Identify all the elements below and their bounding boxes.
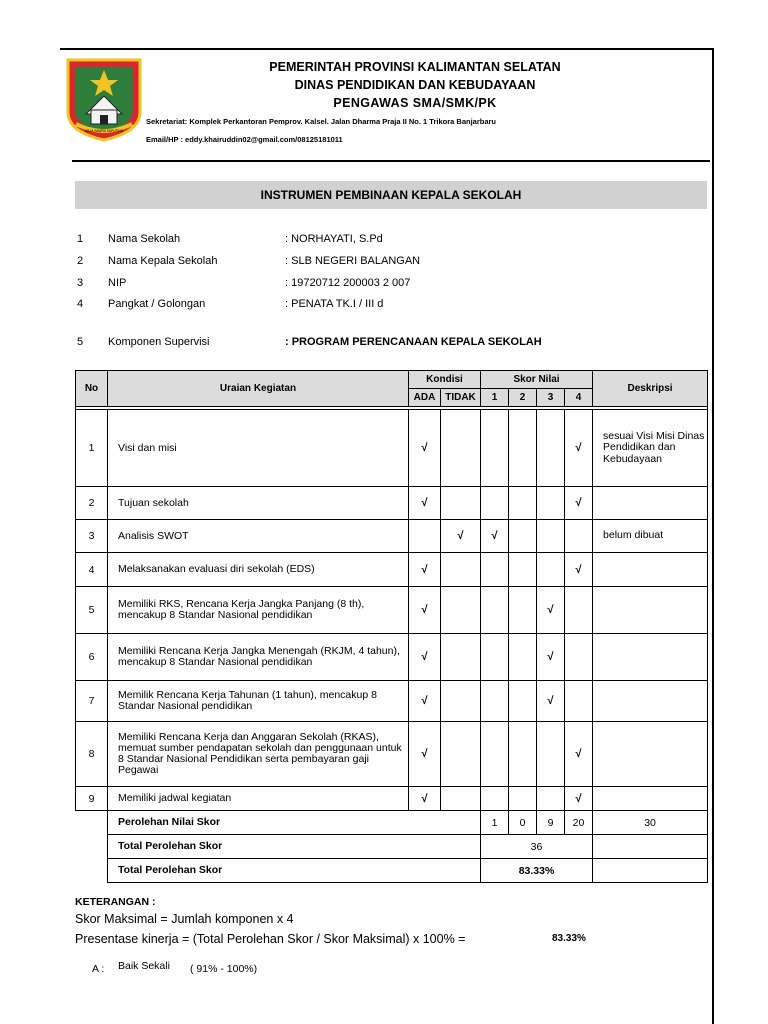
- info-value: : SLB NEGERI BALANGAN: [285, 255, 421, 267]
- row-deskripsi: [593, 787, 708, 811]
- row-score-4: [565, 681, 593, 722]
- keterangan-line-1: Skor Maksimal = Jumlah komponen x 4: [75, 912, 294, 926]
- info-label: Nama Kepala Sekolah: [108, 255, 218, 267]
- row-deskripsi: [593, 681, 708, 722]
- row-score-2: [509, 410, 537, 487]
- col-header-kondisi: Kondisi: [409, 371, 481, 389]
- row-ada: √: [409, 410, 441, 487]
- perolehan-label: Perolehan Nilai Skor: [108, 811, 481, 835]
- row-deskripsi: belum dibuat: [593, 520, 708, 553]
- row-ada: √: [409, 787, 441, 811]
- row-deskripsi: sesuai Visi Misi Dinas Pendidikan dan Kebudayaan: [593, 410, 708, 487]
- total-perolehan-label: Total Perolehan Skor: [108, 835, 481, 859]
- row-tidak: [441, 487, 481, 520]
- row-score-3: √: [537, 634, 565, 681]
- row-ada: √: [409, 553, 441, 587]
- perolehan-total: 30: [593, 811, 708, 835]
- row-score-1: [481, 410, 509, 487]
- row-no: 1: [76, 410, 108, 487]
- row-tidak: [441, 553, 481, 587]
- keterangan-heading: KETERANGAN :: [75, 896, 156, 908]
- col-header-score-1: 1: [481, 389, 509, 407]
- row-uraian: Memilik Rencana Kerja Tahunan (1 tahun), mencakup 8 Standar Nasional pendidikan: [108, 681, 409, 722]
- row-score-3: [537, 722, 565, 787]
- col-header-skor: Skor Nilai: [481, 371, 593, 389]
- row-score-2: [509, 520, 537, 553]
- row-no: 2: [76, 487, 108, 520]
- header-line-3: PENGAWAS SMA/SMK/PK: [333, 96, 497, 110]
- row-score-2: [509, 587, 537, 634]
- page-border-right: [712, 48, 714, 1024]
- perolehan-score-3: 9: [537, 811, 565, 835]
- row-score-3: [537, 410, 565, 487]
- supervision-table: [75, 370, 708, 883]
- header-line-1: PEMERINTAH PROVINSI KALIMANTAN SELATAN: [269, 60, 561, 74]
- grade-label: Baik Sekali: [118, 960, 170, 972]
- keterangan-percent-value: 83.33%: [552, 933, 586, 944]
- row-uraian: Memiliki Rencana Kerja Jangka Menengah (RKJM, 4 tahun), mencakup 8 Standar Nasional pendidikan: [108, 634, 409, 681]
- col-header-deskripsi: Deskripsi: [593, 371, 708, 407]
- row-score-1: √: [481, 520, 509, 553]
- grade-range: ( 91% - 100%): [190, 963, 258, 975]
- keterangan-line-2: Presentase kinerja = (Total Perolehan Skor / Skor Maksimal) x 100% =: [75, 932, 466, 946]
- row-tidak: [441, 722, 481, 787]
- row-uraian: Memiliki RKS, Rencana Kerja Jangka Panjang (8 th), mencakup 8 Standar Nasional pendidikan: [108, 587, 409, 634]
- provincial-crest-icon: [66, 58, 142, 142]
- perolehan-score-2: 0: [509, 811, 537, 835]
- grade-letter: A :: [92, 963, 105, 975]
- table-row: [76, 787, 708, 811]
- col-header-uraian: Uraian Kegiatan: [108, 371, 409, 407]
- table-row: [76, 587, 708, 634]
- row-score-4: √: [565, 722, 593, 787]
- row-score-3: [537, 553, 565, 587]
- row-score-1: [481, 553, 509, 587]
- col-header-no: No: [76, 371, 108, 407]
- row-score-4: [565, 520, 593, 553]
- row-score-3: [537, 520, 565, 553]
- total-persen-value: 83.33%: [481, 859, 593, 883]
- secretariat-address: Sekretariat: Komplek Perkantoran Pemprov. Kalsel. Jalan Dharma Praja II No. 1 Trikora Banjarbaru: [146, 117, 496, 126]
- row-score-1: [481, 634, 509, 681]
- header-line-2: DINAS PENDIDIKAN DAN KEBUDAYAAN: [294, 78, 536, 92]
- row-score-2: [509, 681, 537, 722]
- row-deskripsi: [593, 587, 708, 634]
- row-uraian: Melaksanakan evaluasi diri sekolah (EDS): [108, 553, 409, 587]
- row-no: 6: [76, 634, 108, 681]
- info-value: : PENATA TK.I / III d: [285, 298, 384, 310]
- summary-row-perolehan: [76, 811, 708, 835]
- blank-cell: [76, 835, 108, 859]
- row-score-3: [537, 487, 565, 520]
- row-score-1: [481, 787, 509, 811]
- total-persen-label: Total Perolehan Skor: [108, 859, 481, 883]
- document-title: INSTRUMEN PEMBINAAN KEPALA SEKOLAH: [75, 181, 707, 209]
- info-label: Nama Sekolah: [108, 233, 181, 245]
- row-no: 9: [76, 787, 108, 811]
- row-score-3: √: [537, 587, 565, 634]
- info-label: Komponen Supervisi: [108, 336, 210, 348]
- col-header-ada: ADA: [409, 389, 441, 407]
- page-border-top: [60, 48, 714, 50]
- info-label: NIP: [108, 277, 127, 289]
- col-header-score-4: 4: [565, 389, 593, 407]
- row-tidak: √: [441, 520, 481, 553]
- summary-row-percent: [76, 859, 708, 883]
- row-score-4: √: [565, 487, 593, 520]
- row-ada: √: [409, 587, 441, 634]
- row-deskripsi: [593, 553, 708, 587]
- row-uraian: Visi dan misi: [108, 410, 409, 487]
- row-no: 4: [76, 553, 108, 587]
- row-ada: [409, 520, 441, 553]
- table-row: [76, 520, 708, 553]
- row-score-1: [481, 722, 509, 787]
- blank-cell: [593, 835, 708, 859]
- info-value: : PROGRAM PERENCANAAN KEPALA SEKOLAH: [285, 336, 542, 348]
- row-uraian: Memiliki jadwal kegiatan: [108, 787, 409, 811]
- perolehan-score-4: 20: [565, 811, 593, 835]
- info-value: : NORHAYATI, S.Pd: [285, 233, 383, 245]
- row-uraian: Memiliki Rencana Kerja dan Anggaran Sekolah (RKAS), memuat sumber pendapatan sekolah dan penggunaan untuk 8 Standar Nasional Pendidikan serta pembayaran gaji Pegawai: [108, 722, 409, 787]
- row-ada: √: [409, 722, 441, 787]
- row-score-3: √: [537, 681, 565, 722]
- header-divider: [72, 160, 710, 162]
- row-score-1: [481, 487, 509, 520]
- row-no: 3: [76, 520, 108, 553]
- total-perolehan-value: 36: [481, 835, 593, 859]
- table-row: [76, 681, 708, 722]
- row-uraian: Tujuan sekolah: [108, 487, 409, 520]
- row-ada: √: [409, 634, 441, 681]
- contact-email: Email/HP : eddy.khairuddin02@gmail.com/08125181011: [146, 135, 343, 144]
- info-no: 1: [77, 233, 84, 245]
- table-row: [76, 722, 708, 787]
- row-no: 8: [76, 722, 108, 787]
- blank-cell: [593, 859, 708, 883]
- row-score-2: [509, 487, 537, 520]
- row-score-1: [481, 681, 509, 722]
- row-score-4: [565, 634, 593, 681]
- row-deskripsi: [593, 487, 708, 520]
- row-ada: √: [409, 487, 441, 520]
- row-score-4: [565, 587, 593, 634]
- table-row: [76, 634, 708, 681]
- row-score-1: [481, 587, 509, 634]
- row-no: 7: [76, 681, 108, 722]
- row-score-3: [537, 787, 565, 811]
- table-row: [76, 553, 708, 587]
- row-score-2: [509, 634, 537, 681]
- info-value: : 19720712 200003 2 007: [285, 277, 411, 289]
- crest-motto: WAJA SAMPAI KAPUTING: [84, 129, 124, 133]
- blank-cell: [76, 811, 108, 835]
- blank-cell: [76, 859, 108, 883]
- col-header-score-3: 3: [537, 389, 565, 407]
- row-uraian: Analisis SWOT: [108, 520, 409, 553]
- col-header-tidak: TIDAK: [441, 389, 481, 407]
- row-tidak: [441, 787, 481, 811]
- row-deskripsi: [593, 722, 708, 787]
- table-row: [76, 410, 708, 487]
- row-tidak: [441, 634, 481, 681]
- col-header-score-2: 2: [509, 389, 537, 407]
- row-score-4: √: [565, 553, 593, 587]
- row-tidak: [441, 410, 481, 487]
- row-ada: √: [409, 681, 441, 722]
- row-score-4: √: [565, 787, 593, 811]
- row-score-2: [509, 722, 537, 787]
- info-no: 3: [77, 277, 84, 289]
- info-no: 2: [77, 255, 84, 267]
- row-tidak: [441, 587, 481, 634]
- row-no: 5: [76, 587, 108, 634]
- info-no: 5: [77, 336, 84, 348]
- perolehan-score-1: 1: [481, 811, 509, 835]
- info-label: Pangkat / Golongan: [108, 298, 206, 310]
- summary-row-total: [76, 835, 708, 859]
- row-score-2: [509, 553, 537, 587]
- row-deskripsi: [593, 634, 708, 681]
- info-no: 4: [77, 298, 84, 310]
- table-row: [76, 487, 708, 520]
- row-score-2: [509, 787, 537, 811]
- row-tidak: [441, 681, 481, 722]
- row-score-4: √: [565, 410, 593, 487]
